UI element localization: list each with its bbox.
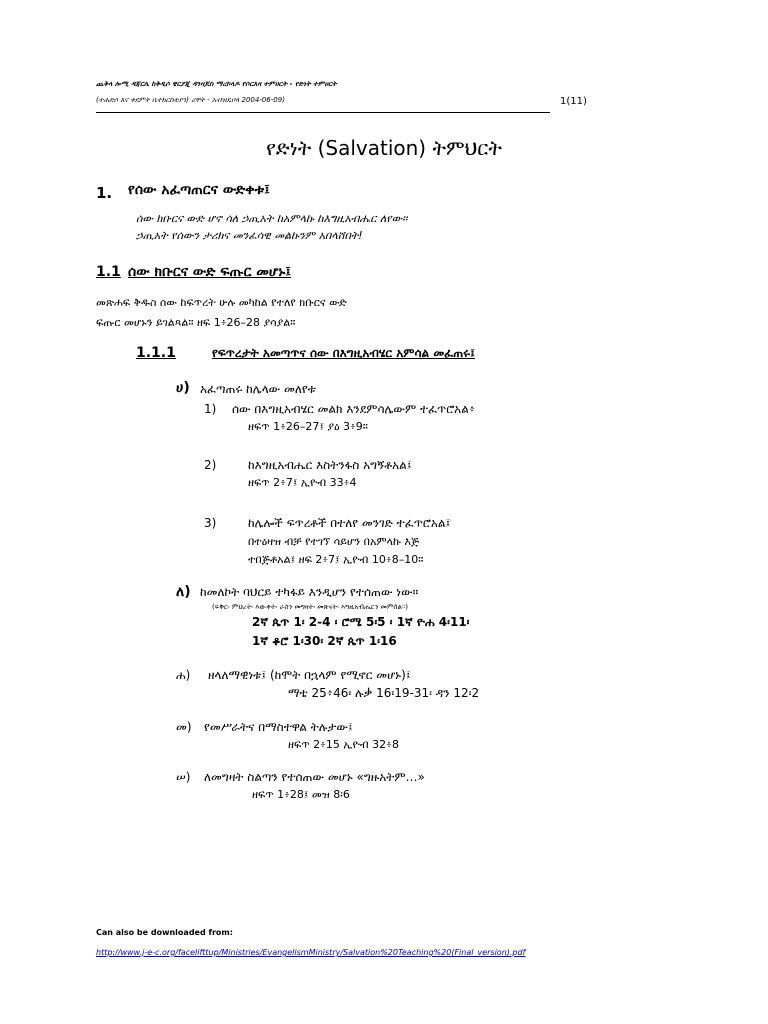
item-ha-sub3-line-2: በተዕዛዝ ብቻ የተገኘ ሳይሆን በአምላኩ እጅ [248, 535, 420, 548]
section-1-1-line-1: መጽሐፍ ቅዱስ ሰው ከፍጥረት ሁሉ መካከል የተለየ ክቡርና ውድ [96, 296, 347, 309]
item-me-refs: ዘፍጥ 2፥15 ኢዮብ 32፥8 [288, 738, 399, 751]
item-hha-heading: ዘላለማዊነቱ፤ (ከሞት በኋላም የሚኖር መሆኑ)፤ [208, 668, 411, 682]
header-line-2: (ተሐድሶ እና ቀደምት ቤተክርስቲያን) ሪቸት - አብዝዴቦላ 2004-06-09) [96, 96, 285, 104]
item-se-refs: ዘፍጥ 1፥28፤ መዝ 8፡6 [252, 788, 350, 801]
item-ha-sub1-text: ሰው በእግዚአብሄር መልክ እንደምሳሌውም ተፈጥሮአል፥ [232, 402, 476, 416]
item-ha-sub2-ref: ዘፍጥ 2፥7፤ ኢዮብ 33፥4 [248, 476, 357, 489]
item-ha-heading: አፈጣጠሩ ከሌላው መለየቱ [200, 382, 316, 396]
item-hha-refs: ማቴ 25፥46፡ ሉቃ 16፡19-31፡ ዳን 12፡2 [288, 686, 480, 700]
header-rule [96, 112, 550, 113]
page-number: 1(11) [560, 96, 587, 107]
item-le-refs-line-2: 1ኛ ቆሮ 1፡30፡ 2ኛ ጴጥ 1፡16 [252, 634, 397, 648]
item-ha-sub2-number: 2) [204, 458, 217, 472]
item-ha-sub3-text: ከሌሎች ፍጥረቶች በተለየ መንገድ ተፈጥሮአል፤ [248, 516, 451, 530]
item-le-letter: ለ) [176, 584, 191, 600]
item-me-letter: መ) [176, 720, 192, 734]
item-ha-sub1-number: 1) [204, 402, 217, 416]
item-ha-letter: ሀ) [176, 380, 190, 396]
item-hha-letter: ሐ) [176, 668, 191, 682]
section-1-number: 1. [96, 184, 113, 202]
section-1-1-1-heading: የፍጥረታት አመጣጥና ሰው በእግዚአብሄር አምሳል መፈጠሩ፤ [212, 346, 475, 360]
item-ha-sub3-number: 3) [204, 516, 217, 530]
section-1-1-number: 1.1 [96, 264, 121, 280]
item-ha-sub2-text: ከእግዚአብሔር እስትንፋስ አግኝቶአል፤ [248, 458, 412, 472]
item-ha-sub3-line-3: ተበጅቶአል፤ ዘፍ 2፥7፤ ኢዮብ 10፥8–10። [248, 553, 424, 566]
header-line-1: ጨቅላ ሎሚ ዳጃርሌ ከቅዲሶ ዌርያጂ ዳንዛጆስ ማረኮላዶ የሶርእዛ ተምሀርት - የድነት ተምሀርት [96, 80, 337, 88]
item-se-heading: ለመግዛት ስልጣን የተሰጠው መሆኑ «ግዙአትም…» [204, 770, 425, 784]
item-le-heading: ከመለኮት ባህርይ ተካፋይ እንዲሆን የተሰጠው ነው። [200, 585, 419, 599]
section-1-1-1-number: 1.1.1 [136, 345, 176, 361]
document-title: የድነት (Salvation) ትምህርት [266, 136, 502, 160]
section-1-1-heading: ሰው ክቡርና ውድ ፍጡር መሆኑ፤ [128, 264, 291, 280]
section-1-1-line-2: ፍጡር መሆኑን ይገልጻል። ዘፍ 1፥26–28 ያሳያል። [96, 316, 296, 329]
section-1-heading: የሰው አፈጣጠርና ውድቀቱ፤ [128, 182, 270, 198]
item-le-note: (ፍቅር፡ ምህረት፡ እውቀት፡ ራስን መግዛት፡ መጽናት፡ እግዚአብሔርን መምሰል።) [212, 603, 408, 611]
item-me-heading: የመሥራትና በማስተዋል ትሉታው፤ [204, 720, 353, 734]
download-note: Can also be downloaded from: [96, 928, 233, 937]
section-1-intro-line-2: ኃጢአት የሰውን ታሪክና መንፈሳዊ መልኩንም አበላሸበት! [136, 229, 363, 242]
section-1-intro-line-1: ሰው ክቡርና ውድ ሆኖ ሳለ ኃጢአት ከአምላኩ ከእግዚአብሔር ለየው። [136, 212, 408, 225]
download-link[interactable]: http://www.j-e-c.org/facelifttup/Ministries/EvangelismMinistry/Salvation%20Teaching%20(Final_version).pdf [96, 948, 526, 957]
item-le-refs-line-1: 2ኛ ጴጥ 1፡ 2-4 ፡ ሮሜ 5፡5 ፡ 1ኛ ዮሐ 4፡11፡ [252, 615, 470, 629]
item-se-letter: ሠ) [176, 770, 191, 784]
item-ha-sub1-ref: ዘፍጥ 1፥26–27፤ ያዕ 3፥9። [248, 420, 368, 433]
